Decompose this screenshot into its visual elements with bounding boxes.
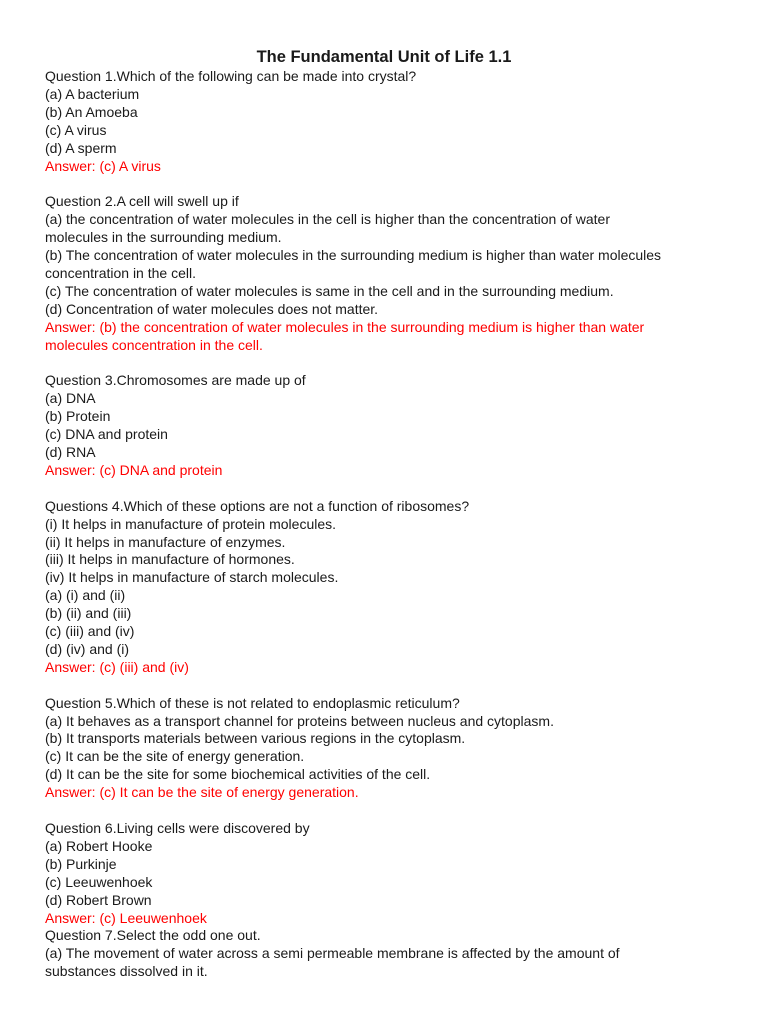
option-line: concentration in the cell. [45, 264, 196, 281]
option-line: (d) (iv) and (i) [45, 640, 130, 657]
option-line: (i) It helps in manufacture of protein molecules. [45, 515, 337, 532]
option-line: (c) A virus [45, 121, 107, 138]
question-text: Question 3.Chromosomes are made up of [45, 372, 306, 389]
answer-line: Answer: (c) A virus [45, 157, 161, 174]
option-line: molecules in the surrounding medium. [45, 229, 282, 246]
answer-line: Answer: (c) (iii) and (iv) [45, 658, 189, 675]
question-block [45, 927, 735, 981]
option-line: (ii) It helps in manufacture of enzymes. [45, 533, 286, 550]
option-line: (a) The movement of water across a semi permeable membrane is affected by the amount of [45, 945, 620, 962]
question-text: Question 7.Select the odd one out. [45, 927, 261, 944]
option-line: (b) The concentration of water molecules in the surrounding medium is higher than water molecules [45, 247, 662, 264]
option-line: (d) A sperm [45, 139, 117, 156]
option-line: (c) DNA and protein [45, 426, 168, 443]
answer-line: Answer: (c) Leeuwenhoek [45, 909, 207, 926]
answer-line: Answer: (b) the concentration of water molecules in the surrounding medium is higher than water [45, 318, 645, 335]
blank-line [45, 175, 735, 193]
blank-line [45, 677, 735, 695]
option-line: (c) It can be the site of energy generation. [45, 748, 305, 765]
option-line: (c) The concentration of water molecules is same in the cell and in the surrounding medium. [45, 282, 614, 299]
question-text: Question 2.A cell will swell up if [45, 193, 239, 210]
question-block [45, 193, 735, 354]
blank-line [45, 802, 735, 820]
question-block [45, 820, 735, 927]
option-line: (c) Leeuwenhoek [45, 873, 153, 890]
blank-line [45, 480, 735, 498]
option-line: (a) the concentration of water molecules in the cell is higher than the concentration of water [45, 211, 610, 228]
question-text: Question 5.Which of these is not related to endoplasmic reticulum? [45, 694, 460, 711]
blank-line [45, 354, 735, 372]
option-line: (b) (ii) and (iii) [45, 605, 132, 622]
question-text: Questions 4.Which of these options are not a function of ribosomes? [45, 497, 470, 514]
question-block [45, 68, 735, 175]
option-line: (iii) It helps in manufacture of hormones. [45, 551, 295, 568]
answer-line: molecules concentration in the cell. [45, 336, 263, 353]
option-line: (d) It can be the site for some biochemical activities of the cell. [45, 766, 431, 783]
option-line: (d) Robert Brown [45, 891, 152, 908]
question-text: Question 1.Which of the following can be made into crystal? [45, 68, 417, 84]
answer-line: Answer: (c) DNA and protein [45, 461, 223, 478]
option-line: (b) It transports materials between various regions in the cytoplasm. [45, 730, 466, 747]
option-line: (a) It behaves as a transport channel for proteins between nucleus and cytoplasm. [45, 712, 554, 729]
option-line: (b) An Amoeba [45, 103, 138, 120]
option-line: (b) Purkinje [45, 855, 117, 872]
option-line: (a) (i) and (ii) [45, 587, 126, 604]
option-line: (d) Concentration of water molecules does not matter. [45, 300, 379, 317]
question-list [45, 68, 735, 981]
option-line: (d) RNA [45, 444, 96, 460]
page-title: The Fundamental Unit of Life 1.1 [256, 48, 512, 66]
option-line: (b) Protein [45, 408, 111, 425]
option-line: (iv) It helps in manufacture of starch molecules. [45, 569, 339, 586]
option-line: (a) DNA [45, 390, 96, 407]
option-line: (a) Robert Hooke [45, 837, 153, 854]
option-line: substances dissolved in it. [45, 963, 208, 980]
question-block [45, 498, 735, 677]
option-line: (a) A bacterium [45, 85, 140, 102]
option-line: (c) (iii) and (iv) [45, 623, 135, 640]
question-text: Question 6.Living cells were discovered by [45, 819, 310, 836]
answer-line: Answer: (c) It can be the site of energy generation. [45, 784, 359, 801]
question-block [45, 695, 735, 802]
question-block [45, 372, 735, 479]
